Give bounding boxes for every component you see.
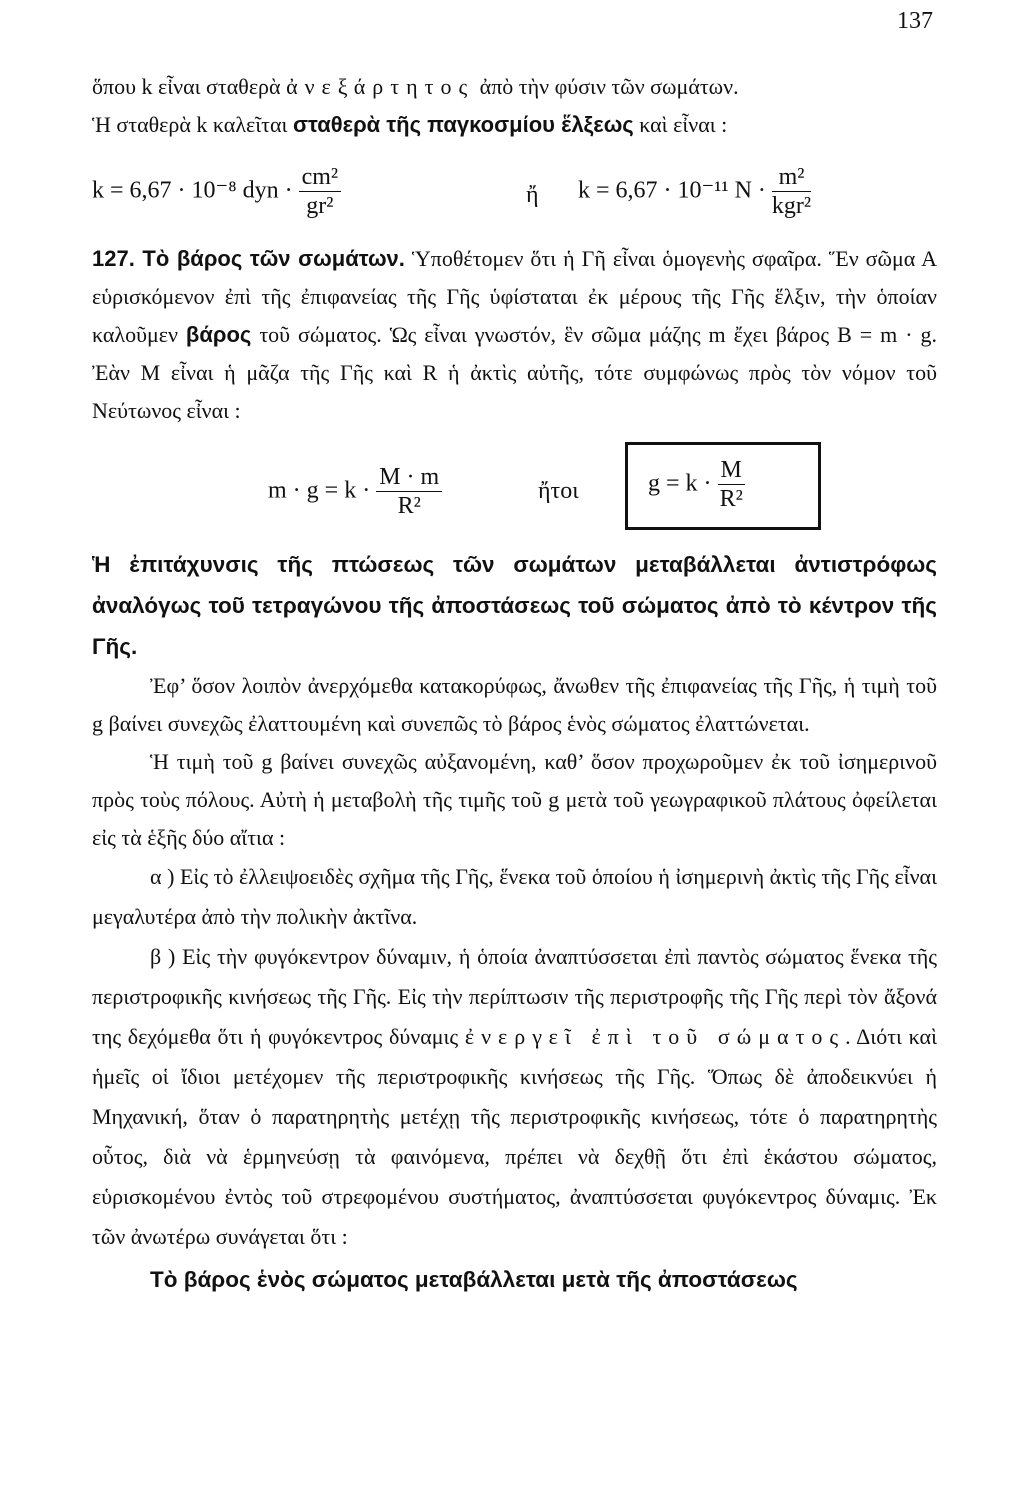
item-b (92, 937, 937, 1257)
page-body (92, 68, 937, 1300)
paragraph-altitude: Ἐφ’ ὅσον λοιπὸν ἀνερχόμεθα κατακορύφως, ἄνωθεν τῆς ἐπιφανείας τῆς Γῆς, ἡ τιμὴ τοῦ g βαίνει συνεχῶς ἐλαττουμένη καὶ συνεπῶς τὸ βάρος ἑνὸς σώματος ἐλαττώνεται. (92, 673, 937, 736)
intro-line-2 (92, 106, 937, 144)
intro-text-end: ἀπὸ τὴν φύσιν τῶν σωμάτων. (474, 74, 739, 99)
equation-weight-lhs: m · g = k · (268, 477, 371, 504)
intro-line-1 (92, 68, 937, 106)
equation-si-lhs: k = 6,67 · 10⁻¹¹ N · (578, 177, 766, 204)
equation-si (578, 164, 811, 220)
boxed-formula (625, 442, 821, 530)
item-b-text-end: . Διότι καὶ ἡμεῖς οἱ ἴδιοι μετέχομεν τῆς περιστροφικῆς κινήσεως τῆς Γῆς. Ὅπως δὲ ἀποδεικνύει ἡ Μηχανική, ὅταν ὁ παρατηρητὴς μετέχῃ τῆς περιστροφικῆς κινήσεως, τότε ὁ παρατηρητὴς οὗτος, διὰ νὰ ἑρμηνεύσῃ τὰ φαινόμενα, πρέπει νὰ δεχθῇ ὅτι ἐπὶ ἑκάστου σώματος, εὑρισκομένου ἐντὸς τοῦ στρεφομένου συστήματος, ἀναπτύσσεται φυγόκεντρος δύναμις. Ἐκ τῶν ἀνωτέρω συνάγεται ὅτι : (92, 1024, 938, 1249)
section-text: Ὑποθέτομεν ὅτι ἡ Γῆ εἶναι ὁμογενὴς σφαῖρα. Ἕν σῶμα Α εὑρισκόμενον ἐπὶ τῆς ἐπιφανείας τῆς Γῆς ὑφίσταται ἐκ μέρους τῆς Γῆς ἕλξιν, τὴν ὁποίαν καλοῦμεν (92, 246, 937, 347)
fraction-numerator: M (718, 457, 745, 485)
weight-equations (92, 436, 937, 536)
fraction-denominator: R² (397, 493, 421, 519)
fraction-numerator: M · m (376, 464, 442, 492)
fraction-denominator: gr² (306, 193, 334, 219)
conclusion-line: Τὸ βάρος ἑνὸς σώματος μεταβάλλεται μετὰ τῆς ἀποστάσεως (150, 1267, 798, 1292)
constant-equations (92, 144, 937, 240)
intro-constant-text: Ἡ σταθερὰ k καλεῖται (92, 112, 293, 137)
section-title: 127. Τὸ βάρος τῶν σωμάτων. (92, 246, 405, 271)
paragraph-latitude: Ἡ τιμὴ τοῦ g βαίνει συνεχῶς αὐξανομένη, καθ’ ὅσον προχωροῦμεν ἐκ τοῦ ἰσημερινοῦ πρὸς τοὺς πόλους. Αὐτὴ ἡ μεταβολὴ τῆς τιμῆς τοῦ g μετὰ τοῦ γεωγραφικοῦ πλάτους ὀφείλεται εἰς τὰ ἑξῆς δύο αἴτια : (92, 749, 937, 850)
intro-text: ὅπου k εἶναι σταθερὰ (92, 74, 287, 99)
item-a: α ) Εἰς τὸ ἐλλειψοειδὲς σχῆμα τῆς Γῆς, ἕνεκα τοῦ ὁποίου ἡ ἰσημερινὴ ἀκτὶς τῆς Γῆς εἶναι μεγαλυτέρα ἀπὸ τὴν πολικὴν ἀκτῖνα. (92, 864, 937, 929)
fraction-denominator: kgr² (771, 193, 812, 219)
equation-connector: ἤτοι (538, 478, 579, 504)
gravity-statement: Ἡ ἐπιτάχυνσις τῆς πτώσεως τῶν σωμάτων μεταβάλλεται ἀντιστρόφως ἀναλόγως τοῦ τετραγώνου τῆς ἀποστάσεως τοῦ σώματος ἀπὸ τὸ κέντρον τῆς Γῆς. (92, 552, 937, 659)
equation-cgs (92, 164, 341, 220)
boxed-lhs: g = k · (648, 470, 712, 497)
boxed-fraction (718, 457, 745, 513)
item-b-text: β ) Εἰς τὴν φυγόκεντρον δύναμιν, ἡ ὁποία ἀναπτύσσεται ἐπὶ παντὸς σώματος ἕνεκα τῆς περιστροφικῆς κινήσεως τῆς Γῆς. Εἰς τὴν περίπτωσιν τῆς περιστροφῆς τῆς Γῆς περὶ τὸν ἄξονά της δεχόμεθα ὅτι ἡ φυγόκεντρος δύναμις (92, 944, 937, 1049)
fraction-denominator: R² (719, 486, 743, 512)
equation-si-fraction (772, 164, 811, 220)
boxed-equation (648, 457, 745, 513)
fraction-numerator: cm² (299, 164, 342, 192)
gravitation-constant-term: σταθερὰ τῆς παγκοσμίου ἕλξεως (292, 112, 634, 137)
fraction-numerator: m² (772, 164, 811, 192)
weight-term: βάρος (185, 322, 252, 347)
spaced-emphasis: ἐνεργεῖ ἐπὶ τοῦ σώματος (464, 1024, 846, 1049)
section-text-end: τοῦ σώματος. Ὡς εἶναι γνωστόν, ἓν σῶμα μάζης m ἔχει βάρος Β = m · g. Ἐὰν Μ εἶναι ἡ μᾶζα τῆς Γῆς καὶ R ἡ ἀκτὶς αὐτῆς, τότε συμφώνως πρὸς τὸν νόμον τοῦ Νεύτωνος εἶναι : (92, 322, 937, 423)
equation-weight-fraction (376, 464, 442, 520)
equation-weight (268, 464, 442, 520)
spaced-emphasis: ἀνεξάρτητος (286, 74, 475, 99)
equation-cgs-fraction (299, 164, 342, 220)
section-127 (92, 240, 937, 430)
equation-or: ἤ (526, 182, 539, 208)
intro-constant-end: καὶ εἶναι : (633, 112, 728, 137)
equation-cgs-lhs: k = 6,67 · 10⁻⁸ dyn · (92, 177, 293, 204)
page-number: 137 (897, 8, 933, 34)
